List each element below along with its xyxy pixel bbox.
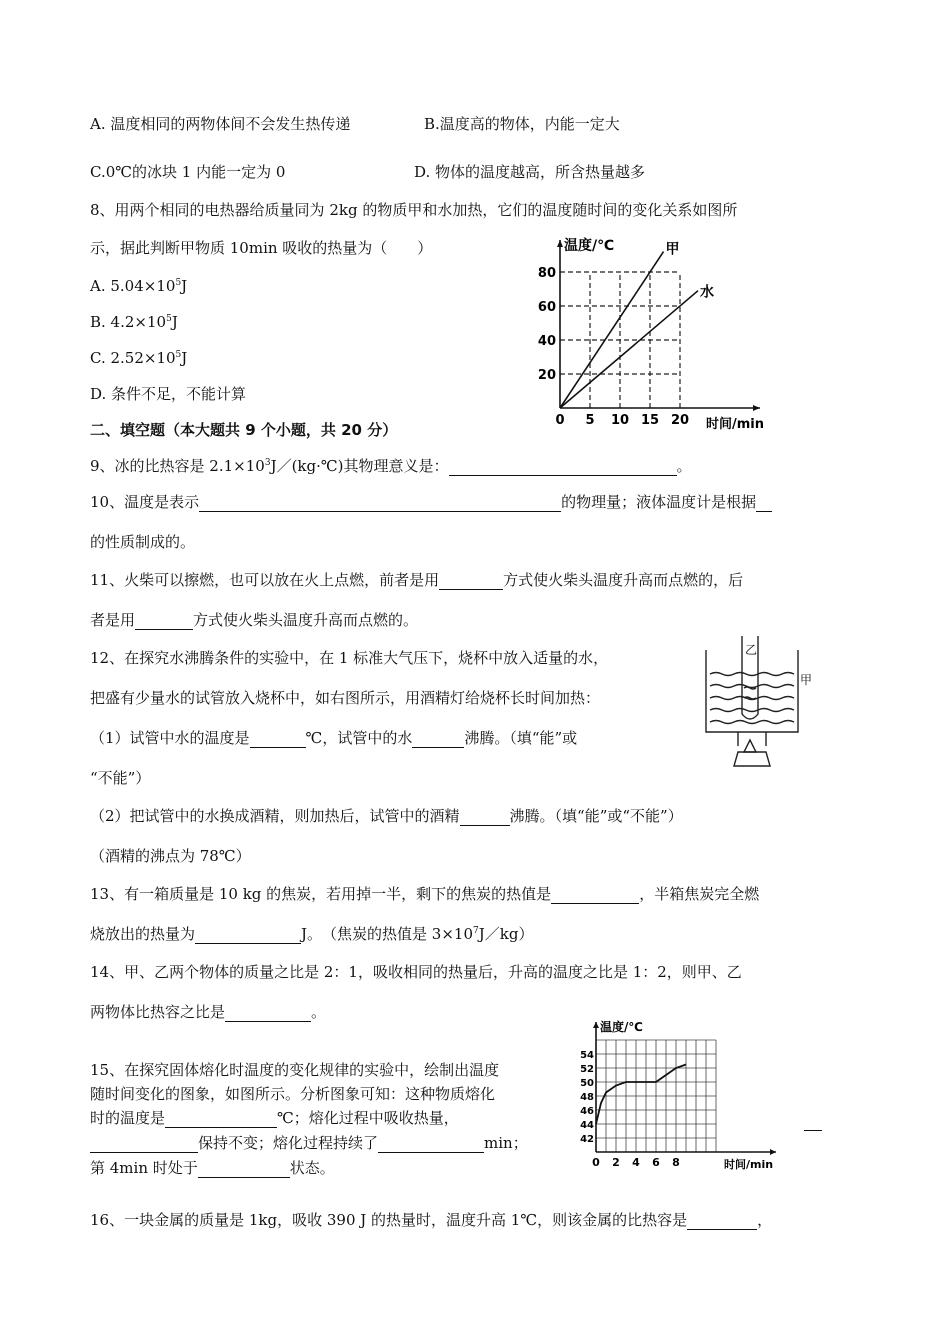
q12-stem-line1: 12、在探究水沸腾条件的实验中，在 1 标准大气压下，烧杯中放入适量的水， [90, 649, 609, 667]
y-axis-label: 温度/℃ [564, 238, 615, 254]
x-tick-label: 2 [612, 1156, 620, 1169]
q15-text-line2: 随时间变化的图象，如图所示。分析图象可知：这种物质熔化 [90, 1085, 496, 1103]
y-tick-label: 50 [580, 1078, 594, 1089]
q16-answer-blank[interactable] [687, 1213, 757, 1230]
q12-sub1-line2: “不能”） [90, 769, 151, 787]
q12-sub2-line1: （2）把试管中的水换成酒精，则加热后，试管中的酒精 沸腾。（填“能”或“不能”） [90, 807, 683, 825]
q11-text-line1: 11、火柴可以擦燃，也可以放在火上点燃，前者是用 方式使火柴头温度升高而点燃的，后 [90, 571, 744, 589]
y-tick-label: 20 [537, 368, 556, 383]
q8-option-c: C. $2.52\times 10^5J$ [90, 349, 188, 367]
series-line [560, 291, 698, 408]
q8-option-d: D. 条件不足，不能计算 [90, 385, 247, 403]
q14-answer-blank[interactable] [225, 1005, 311, 1022]
q7-option-a: A. 温度相同的两物体间不会发生热传递 [90, 115, 351, 133]
y-axis-label: 温度/℃ [600, 1020, 643, 1034]
q8-stem-line1: 8、用两个相同的电热器给质量同为 2kg 的物质甲和水加热，它们的温度随时间的变化关系如图所 [90, 201, 738, 219]
y-tick-label: 52 [580, 1064, 594, 1075]
q15-text-line1: 15、在探究固体熔化时温度的变化规律的实验中，绘制出温度 [90, 1061, 500, 1079]
x-axis-label: 时间/min [706, 417, 765, 432]
x-tick-label: 8 [672, 1156, 680, 1169]
q15-answer-blank-4[interactable] [198, 1161, 290, 1178]
x-tick-label: 6 [652, 1156, 660, 1169]
y-tick-label: 40 [537, 334, 556, 349]
q12-sub1-line1: （1）试管中水的温度是 ℃，试管中的水 沸腾。（填“能”或 [90, 729, 578, 747]
q15-answer-blank-2[interactable] [90, 1136, 198, 1153]
y-tick-label: 46 [580, 1106, 594, 1117]
x-tick-label: 4 [632, 1156, 640, 1169]
q7-option-c: C.0℃的冰块 1 内能一定为 0 [90, 163, 286, 181]
q7-option-d: D. 物体的温度越高，所含热量越多 [414, 163, 646, 181]
y-tick-label: 54 [580, 1050, 594, 1061]
y-axis-arrow [557, 240, 563, 247]
q13-answer-blank-2[interactable] [195, 927, 301, 944]
q15-answer-blank-3[interactable] [378, 1136, 484, 1153]
q12-answer-blank-3[interactable] [460, 809, 510, 826]
q10-answer-blank-2[interactable] [756, 495, 772, 512]
q13-answer-blank-1[interactable] [551, 887, 639, 904]
q11-text-line2: 者是用 方式使火柴头温度升高而点燃的。 [90, 611, 419, 629]
x-tick-label: 10 [610, 413, 630, 428]
q7-option-b: B.温度高的物体，内能一定大 [424, 115, 620, 133]
y-tick-label: 42 [580, 1134, 594, 1145]
y-tick-label: 44 [580, 1120, 594, 1131]
q15-text-line5: 第 4min 时处于 状态。 [90, 1159, 335, 1177]
y-tick-label: 60 [537, 300, 556, 315]
series-label: 甲 [665, 241, 680, 258]
q13-text-line1: 13、有一箱质量是 10 kg 的焦炭，若用掉一半，剩下的焦炭的热值是 ，半箱焦炭完全燃 [90, 885, 760, 903]
series-line [596, 1065, 686, 1125]
x-axis-label: 时间/min [724, 1158, 774, 1171]
q15-text-line3: 时的温度是 ℃；熔化过程中吸收热量， [90, 1109, 459, 1127]
q14-text-line2: 两物体比热容之比是 。 [90, 1003, 327, 1021]
q14-text-line1: 14、甲、乙两个物体的质量之比是 2：1，吸收相同的热量后，升高的温度之比是 1：2，则甲、乙 [90, 963, 742, 981]
q10-text-line1: 10、温度是表示 的物理量；液体温度计是根据 [90, 492, 772, 512]
q12-figure-label-beaker: 甲 [800, 673, 813, 687]
x-tick-label: 0 [592, 1156, 600, 1169]
q9-answer-blank[interactable] [449, 459, 677, 476]
section2-title: 二、填空题（本大题共 9 个小题，共 20 分） [90, 421, 398, 439]
series-line [560, 252, 664, 408]
q8-option-a: A. $5.04\times 10^5J$ [90, 277, 188, 295]
x-tick-label: 5 [585, 413, 595, 428]
q9-text: 9、冰的比热容是 $2.1\times 10^3J/(kg\cdot℃)$其物理意义是： 。 [90, 457, 692, 475]
q12-sub2-line2: （酒精的沸点为 78℃） [90, 847, 251, 865]
q11-answer-blank-1[interactable] [439, 573, 503, 590]
y-axis-arrow [593, 1022, 599, 1028]
q12-apparatus-figure [698, 634, 818, 769]
x-axis-arrow [770, 1149, 776, 1155]
x-tick-label: 15 [640, 413, 660, 428]
x-axis-arrow [753, 405, 760, 411]
q15-melting-chart [576, 1018, 796, 1178]
q15-answer-blank-1[interactable] [165, 1111, 277, 1128]
q8-temperature-chart [520, 232, 810, 432]
q15-trailing-blank [804, 1114, 822, 1131]
q13-text-line2: 烧放出的热量为 J。 （焦炭的热值是 $3\times 10^7J/kg$） [90, 925, 534, 943]
q15-text-line4: 保持不变；熔化过程持续了 min； [90, 1133, 528, 1153]
y-tick-label: 80 [537, 266, 556, 281]
series-label: 水 [700, 284, 714, 301]
q12-figure-label-tube: 乙 [745, 643, 758, 657]
q12-answer-blank-1[interactable] [250, 731, 306, 748]
q11-answer-blank-2[interactable] [135, 613, 193, 630]
q12-stem-line2: 把盛有少量水的试管放入烧杯中，如右图所示，用酒精灯给烧杯长时间加热： [90, 689, 601, 707]
x-tick-label: 0 [555, 413, 565, 428]
q8-stem-line2: 示，据此判断甲物质 10min 吸收的热量为（ ） [90, 239, 433, 257]
q16-text: 16、一块金属的质量是 1kg，吸收 390 J 的热量时，温度升高 1℃，则该金属的比热容是 ， [90, 1211, 773, 1229]
q10-answer-blank-1[interactable] [199, 495, 561, 512]
y-tick-label: 48 [580, 1092, 594, 1103]
q12-answer-blank-2[interactable] [412, 731, 464, 748]
q8-option-b: B. $4.2\times 10^5J$ [90, 313, 178, 331]
x-tick-label: 20 [670, 413, 690, 428]
q10-text-line2: 的性质制成的。 [90, 533, 196, 551]
